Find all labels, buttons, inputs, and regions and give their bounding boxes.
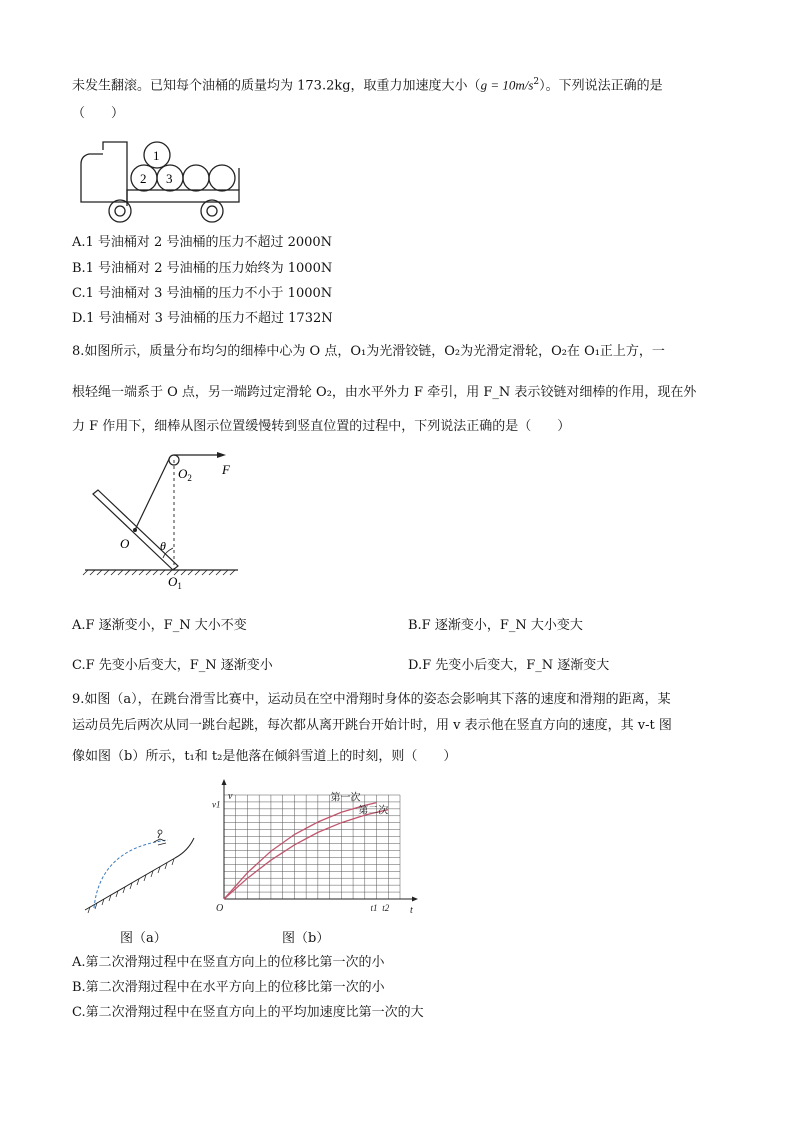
chart-labels (212, 791, 413, 916)
q9-option-b: B.第二次滑翔过程中在水平方向上的位移比第一次的小 (72, 980, 385, 995)
x-axis-label: t (410, 905, 413, 916)
q9-stem-line3: 像如图（b）所示，t₁和 t₂是他落在倾斜雪道上的时刻，则（ ） (72, 749, 457, 764)
truck-cab (81, 142, 127, 202)
q7-stem-text: 未发生翻滚。已知每个油桶的质量均为 173.2kg，取重力加速度大小（ (72, 78, 481, 94)
series-line-1 (224, 803, 377, 899)
drum-5 (209, 165, 235, 191)
slope-hatch (88, 859, 174, 913)
ski-jump-figure (80, 818, 210, 918)
wheel-front (109, 200, 131, 222)
skier (154, 834, 166, 845)
truck-bed (127, 190, 239, 202)
y-axis-label: v (228, 791, 233, 802)
g-exponent: 2 (533, 77, 540, 87)
label-o1: $O_1$ (168, 574, 182, 591)
q7-option-d: D.1 号油桶对 3 号油桶的压力不超过 1732N (72, 311, 333, 326)
q8-option-b: B.F 逐渐变小，F_N 大小变大 (408, 618, 583, 633)
q9-stem-line1: 9.如图（a），在跳台滑雪比赛中，运动员在空中滑翔时身体的姿态会影响其下落的速度和滑翔的距离，某 (72, 692, 671, 707)
flight-path (94, 840, 168, 908)
y-axis-arrow (222, 779, 227, 785)
rod-pulley-figure (80, 452, 250, 592)
caption-b: 图（b） (282, 931, 330, 946)
vt-chart (212, 787, 422, 917)
series-label-2: 第二次 (358, 805, 389, 817)
label-theta: θ (160, 539, 166, 553)
g-formula: g = 10m/s (480, 77, 534, 93)
q8-stem-line3: 力 F 作用下，细棒从图示位置缓慢转到竖直位置的过程中，下列说法正确的是（ ） (72, 419, 571, 434)
q9-stem-line2: 运动员先后两次从同一跳台起跳，每次都从离开跳台开始计时，用 v 表示他在竖直方向的速度，其 v-t 图 (72, 718, 672, 733)
origin-label: O (216, 903, 224, 914)
label-o2: $O_2$ (178, 466, 192, 483)
q7-answer-paren: （ ） (72, 106, 125, 121)
drum-label-3: 3 (166, 171, 173, 186)
ytick-label-v1: v1 (212, 799, 221, 810)
x-axis-arrow (412, 897, 418, 902)
label-f: F (222, 462, 230, 477)
series-label-1: 第一次 (330, 792, 361, 804)
truck-figure (75, 140, 245, 230)
q9-option-c: C.第二次滑翔过程中在竖直方向上的平均加速度比第一次的大 (72, 1005, 424, 1020)
xtick-label-t2: t2 (382, 903, 390, 913)
xtick-label-t1: t1 (370, 903, 378, 913)
wheel-rear (201, 200, 223, 222)
drum-4 (183, 165, 209, 191)
ground-hatch (83, 570, 235, 575)
q7-stem-line1 (72, 73, 663, 95)
point-o (133, 528, 137, 532)
drum-label-2: 2 (140, 171, 147, 186)
q7-option-b: B.1 号油桶对 2 号油桶的压力始终为 1000N (72, 261, 333, 276)
q8-option-c: C.F 先变小后变大，F_N 逐渐变小 (72, 658, 273, 673)
force-arrowhead (217, 452, 226, 458)
caption-a: 图（a） (120, 931, 167, 946)
q9-option-a: A.第二次滑翔过程中在竖直方向上的位移比第一次的小 (72, 955, 385, 970)
q8-option-d: D.F 先变小后变大，F_N 逐渐变大 (408, 658, 610, 673)
chart-axes (222, 779, 419, 902)
q7-stem-end: ）。下列说法正确的是 (539, 78, 663, 94)
q7-option-a: A.1 号油桶对 2 号油桶的压力不超过 2000N (72, 235, 333, 250)
q8-option-a: A.F 逐渐变小，F_N 大小不变 (72, 618, 247, 633)
drum-label-1: 1 (153, 148, 160, 163)
rope-o-to-pulley (135, 457, 170, 530)
q8-stem-line1: 8.如图所示，质量分布均匀的细棒中心为 O 点，O₁为光滑铰链，O₂为光滑定滑轮，O₂在 O₁正上方，一 (72, 344, 665, 359)
landing-slope (85, 838, 194, 910)
q8-stem-line2: 根轻绳一端系于 O 点，另一端跨过定滑轮 O₂，由水平外力 F 牵引，用 F_N 表示铰链对细棒的作用，现在外 (72, 385, 697, 400)
q7-option-c: C.1 号油桶对 3 号油桶的压力不小于 1000N (72, 286, 333, 301)
label-o: O (120, 536, 130, 551)
